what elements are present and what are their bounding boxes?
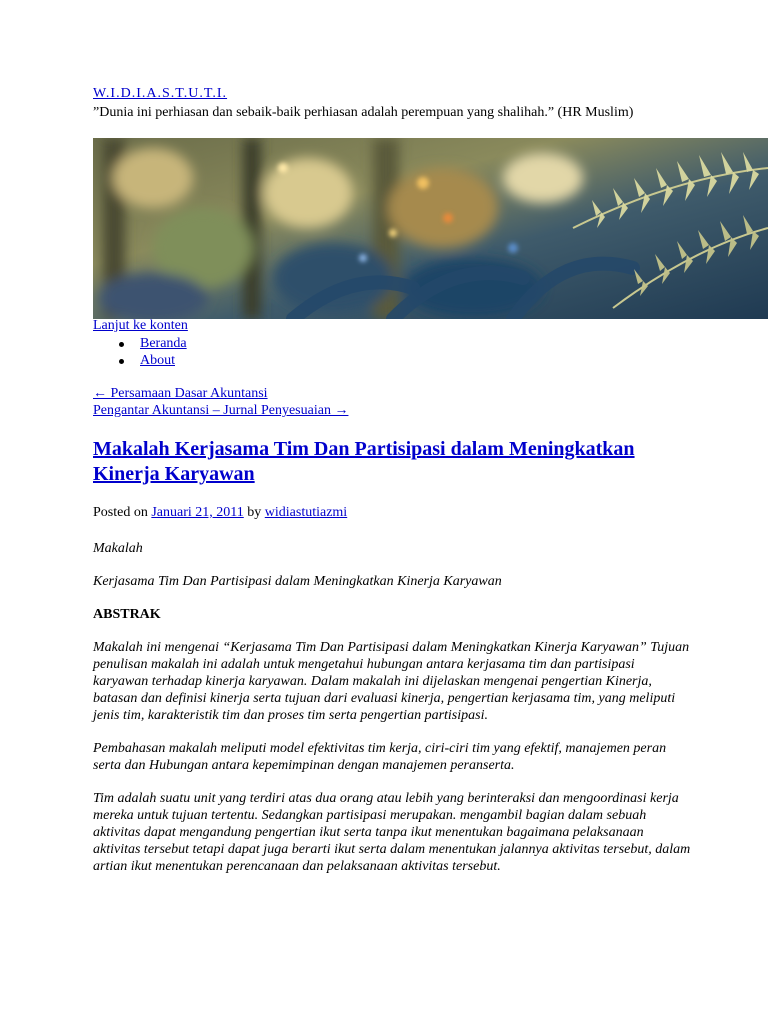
menu-item-beranda bbox=[93, 335, 187, 352]
site-tagline: ”Dunia ini perhiasan dan sebaik-baik perhiasan adalah perempuan yang shalihah.” (HR Muslim) bbox=[93, 105, 634, 120]
bullet-icon bbox=[119, 342, 124, 347]
header-image bbox=[93, 138, 768, 319]
fern-forest-photo bbox=[93, 138, 768, 319]
post-author-link[interactable]: widiastutiazmi bbox=[264, 505, 348, 520]
skip-to-content-link[interactable]: Lanjut ke konten bbox=[93, 318, 188, 333]
previous-post-link[interactable]: ← Persamaan Dasar Akuntansi bbox=[93, 386, 268, 401]
main-menu bbox=[93, 335, 187, 369]
site-title-link[interactable]: W.I.D.I.A.S.T.U.T.I. bbox=[93, 86, 228, 101]
menu-link-about[interactable]: About bbox=[140, 353, 175, 368]
abstract-heading: ABSTRAK bbox=[93, 607, 161, 622]
menu-item-about bbox=[93, 352, 187, 369]
bullet-icon bbox=[119, 359, 124, 364]
post-content bbox=[93, 540, 693, 891]
abstract-paragraph: Tim adalah suatu unit yang terdiri atas dua orang atau lebih yang berinteraksi dan mengoordinasi kerja mereka untuk tujuan tertentu. Sedangkan partisipasi merupakan. mengambil bagian dalam sebuah aktivitas dapat mengandung pengertian ikut serta tanpa ikut menentukan bagaimana pelaksanaan aktivitas tersebut tetapi dapat juga berarti ikut serta dalam menentukan jalannya aktivitas tersebut, dalam artian ikut menentukan perencanaan dan pelaksanaan aktivitas tersebut. bbox=[93, 791, 691, 874]
content-paragraph: Makalah bbox=[93, 541, 143, 556]
content-paragraph: Kerjasama Tim Dan Partisipasi dalam Meningkatkan Kinerja Karyawan bbox=[93, 574, 502, 589]
abstract-paragraph: Pembahasan makalah meliputi model efektivitas tim kerja, ciri-ciri tim yang efektif, manajemen peran serta dan Hubungan antara kepemimpinan dengan manajemen peranserta. bbox=[93, 741, 667, 773]
meta-posted-label: Posted on bbox=[93, 505, 148, 520]
post-title bbox=[93, 437, 653, 487]
post-title-link[interactable]: Makalah Kerjasama Tim Dan Partisipasi dalam Meningkatkan Kinerja Karyawan bbox=[93, 438, 635, 485]
post-meta bbox=[93, 505, 347, 521]
next-post-link[interactable]: Pengantar Akuntansi – Jurnal Penyesuaian → bbox=[93, 403, 349, 418]
abstract-paragraph: Makalah ini mengenai “Kerjasama Tim Dan Partisipasi dalam Meningkatkan Kinerja Karyawan” Tujuan penulisan makalah ini adalah untuk mengetahui hubungan antara kerjasama tim dan partisipasi karyawan terhadap kinerja karyawan. Dalam makalah ini dijelaskan mengenai pengertian Kinerja, batasan dan definisi kinerja serta tujuan dari evaluasi kinerja, pengertian kerjasama tim, yang meliputi jenis tim, karakteristik tim dan proses tim serta pengertian partisipasi. bbox=[93, 640, 690, 723]
meta-by-label: by bbox=[247, 505, 262, 520]
menu-link-beranda[interactable]: Beranda bbox=[140, 336, 187, 351]
post-date-link[interactable]: Januari 21, 2011 bbox=[151, 505, 244, 520]
